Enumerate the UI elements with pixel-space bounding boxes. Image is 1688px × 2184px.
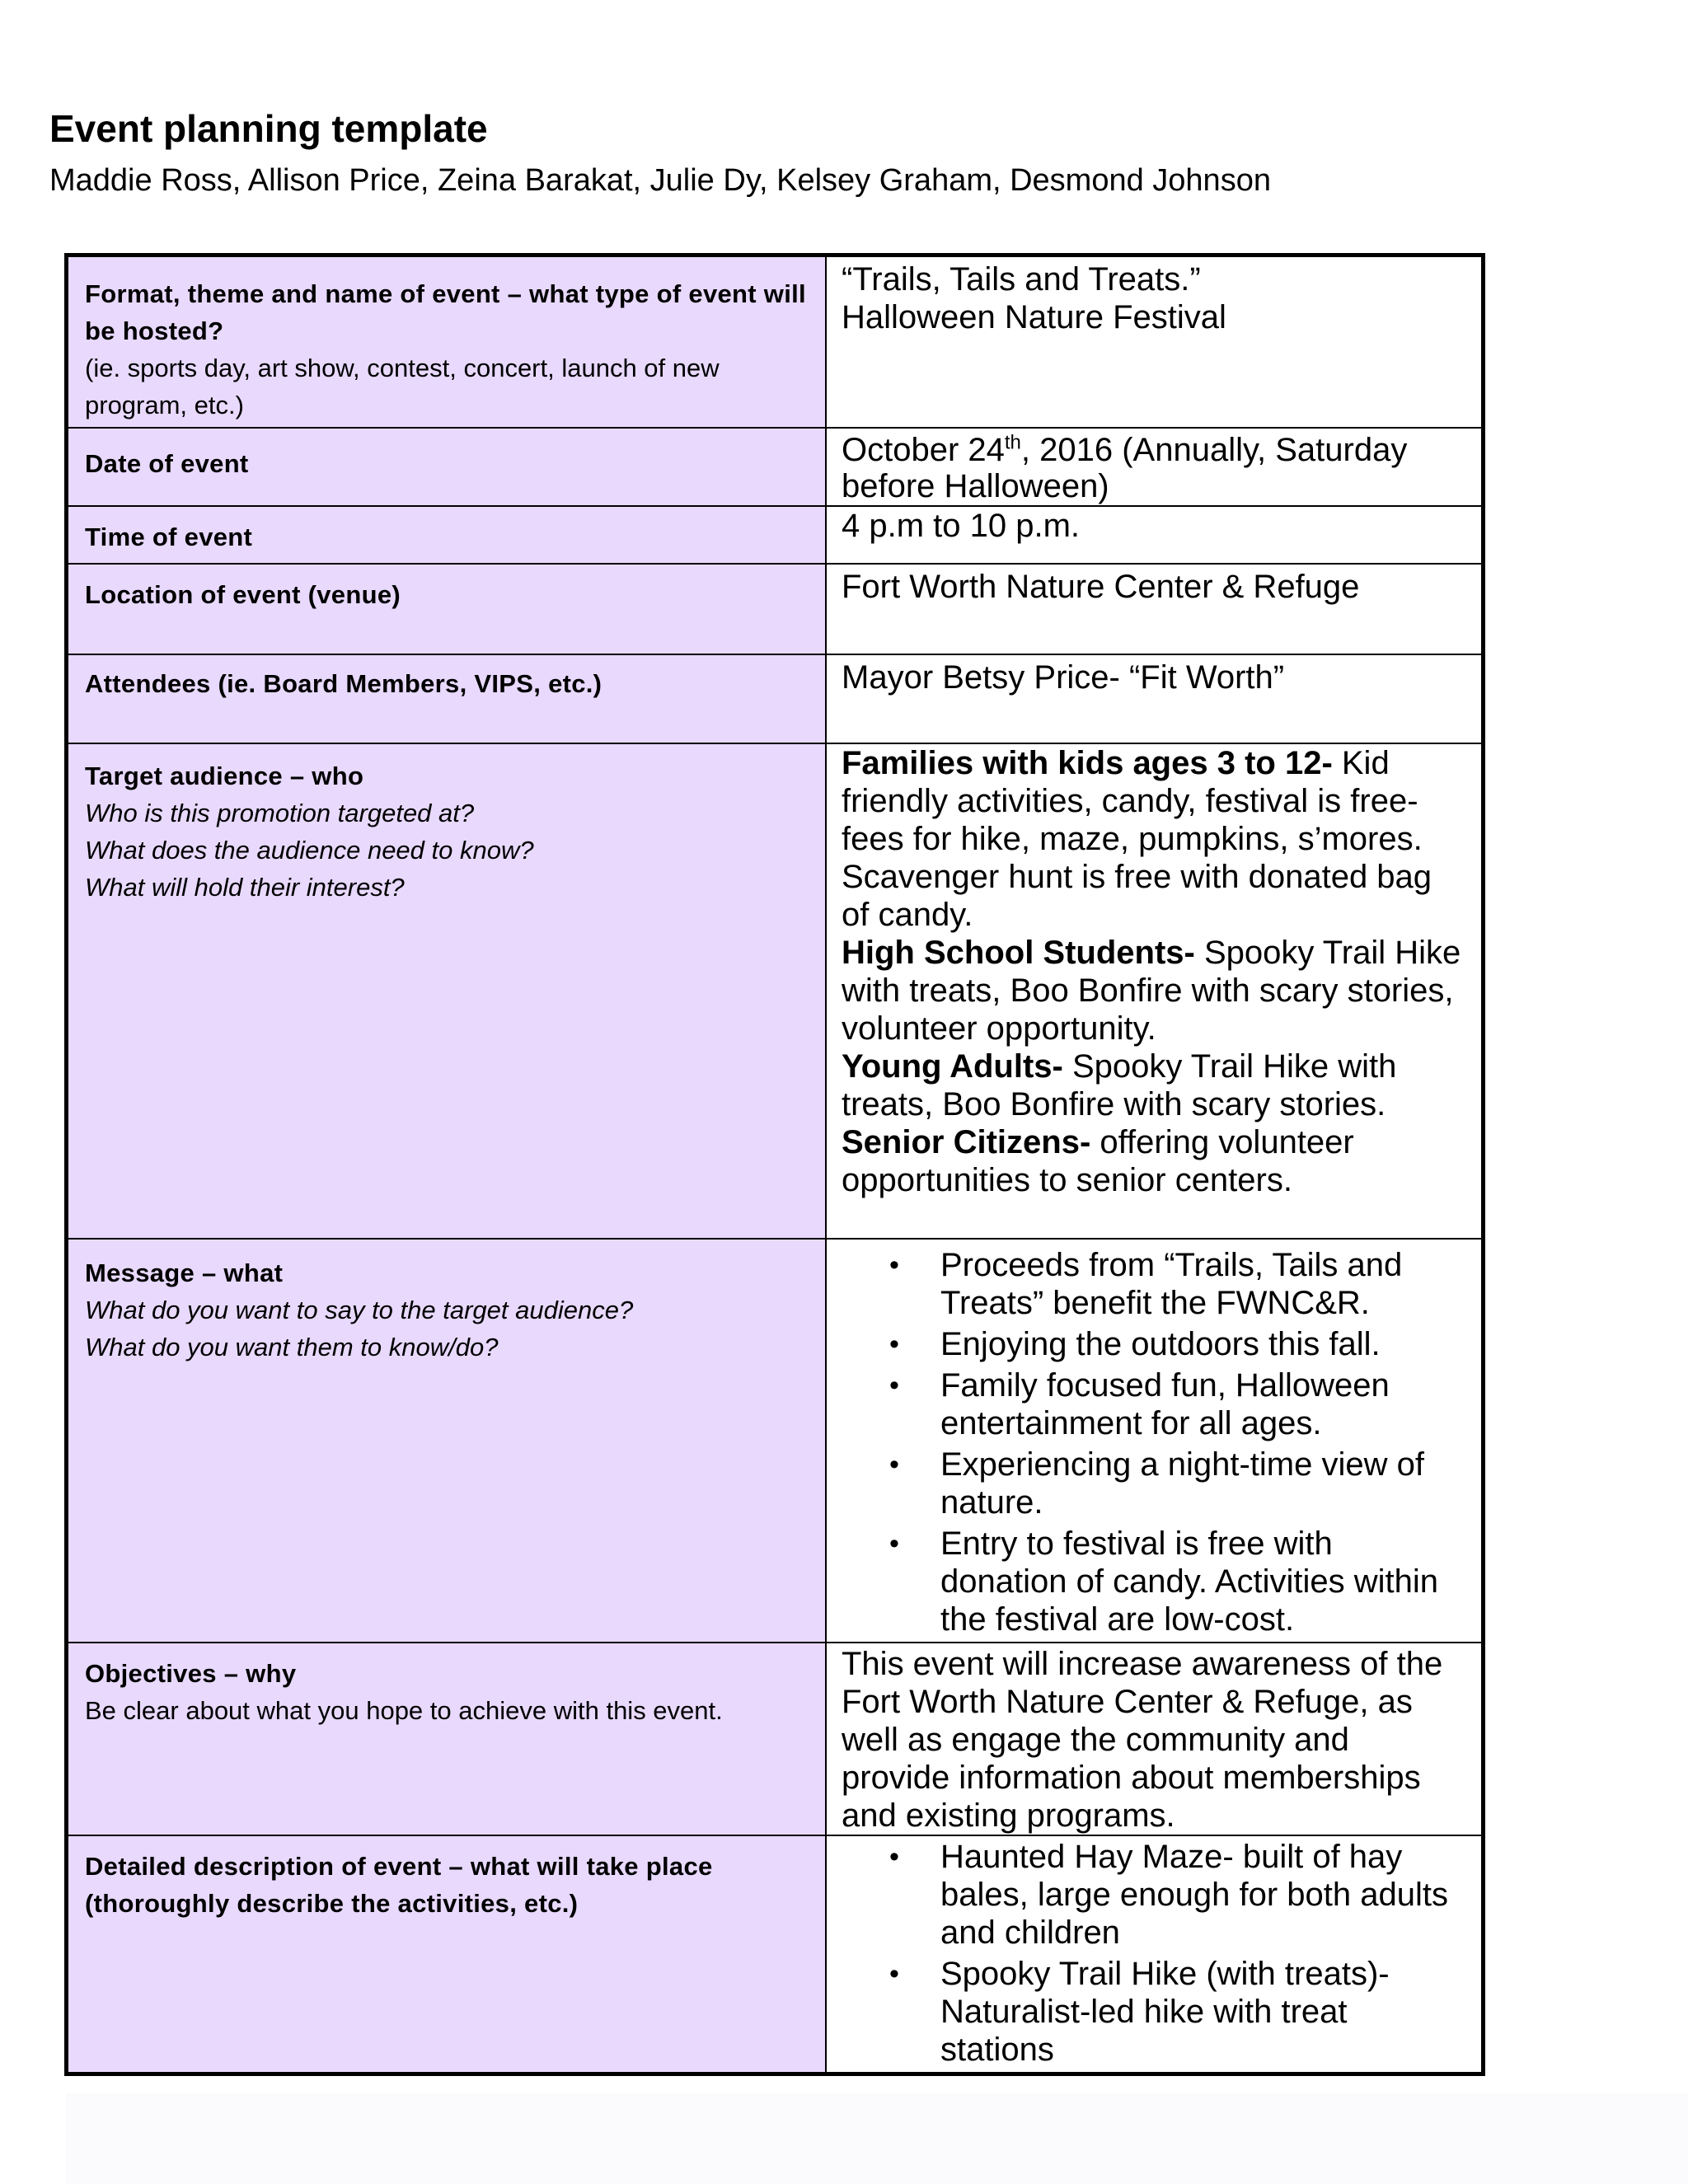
label-date: Date of event xyxy=(85,448,249,478)
value-cell-format xyxy=(826,255,1484,428)
message-bullet-text: Enjoying the outdoors this fall. xyxy=(940,1325,1381,1362)
bullet-icon: • xyxy=(889,1840,899,1872)
message-bullet-list xyxy=(842,1246,1465,1638)
bullet-icon: • xyxy=(889,1369,899,1401)
label-cell-objectives xyxy=(67,1643,827,1835)
description-bullet xyxy=(889,1955,1465,2069)
row-objectives xyxy=(67,1643,1484,1835)
audience-group-name: High School Students- xyxy=(842,934,1195,971)
value-attendees: Mayor Betsy Price- “Fit Worth” xyxy=(842,658,1285,696)
message-bullet xyxy=(889,1446,1465,1521)
value-format-type: Halloween Nature Festival xyxy=(842,299,1226,335)
label-description: Detailed description of event – what will take place (thoroughly describe the activities, etc.) xyxy=(85,1851,713,1918)
audience-group-name: Families with kids ages 3 to 12- xyxy=(842,744,1333,781)
row-description xyxy=(67,1835,1484,2074)
value-date-rest: , 2016 (Annually, Saturday before Halloween) xyxy=(842,431,1408,504)
row-format xyxy=(67,255,1484,428)
audience-group xyxy=(842,1047,1465,1123)
audience-group-text: Spooky Trail Hike with treats, Boo Bonfire with scary stories, volunteer opportunity. xyxy=(842,934,1461,1047)
label-audience-q1: Who is this promotion targeted at? xyxy=(85,798,475,827)
label-cell-location xyxy=(67,564,827,654)
value-cell-time xyxy=(826,506,1484,564)
description-bullet-text: Spooky Trail Hike (with treats)- Naturalist-led hike with treat stations xyxy=(940,1955,1390,2068)
value-cell-location xyxy=(826,564,1484,654)
value-format-name: “Trails, Tails and Treats.” xyxy=(842,261,1201,298)
value-cell-audience xyxy=(826,743,1484,1239)
audience-group xyxy=(842,744,1465,934)
audience-group-name: Young Adults- xyxy=(842,1047,1063,1085)
label-objectives: Objectives – why xyxy=(85,1658,297,1688)
label-location: Location of event (venue) xyxy=(85,579,401,609)
description-bullet-text: Haunted Hay Maze- built of hay bales, large enough for both adults and children xyxy=(940,1838,1448,1951)
row-message xyxy=(67,1239,1484,1643)
message-bullet-text: Proceeds from “Trails, Tails and Treats” benefit the FWNC&R. xyxy=(940,1246,1403,1321)
page-bottom-shade xyxy=(66,2093,1688,2184)
label-audience-q3: What will hold their interest? xyxy=(85,872,405,902)
audience-group-text: Spooky Trail Hike with treats, Boo Bonfire with scary stories. xyxy=(842,1047,1397,1122)
row-date xyxy=(67,428,1484,506)
row-location xyxy=(67,564,1484,654)
message-bullet-text: Experiencing a night-time view of nature. xyxy=(940,1446,1424,1521)
value-location: Fort Worth Nature Center & Refuge xyxy=(842,568,1360,605)
label-cell-description xyxy=(67,1835,827,2074)
label-format-sub: (ie. sports day, art show, contest, concert, launch of new program, etc.) xyxy=(85,354,720,419)
value-cell-description xyxy=(826,1835,1484,2074)
value-time: 4 p.m to 10 p.m. xyxy=(842,507,1081,544)
bullet-icon: • xyxy=(889,1249,899,1281)
description-bullet-list xyxy=(842,1838,1465,2069)
row-audience xyxy=(67,743,1484,1239)
message-bullet xyxy=(889,1366,1465,1442)
label-cell-format xyxy=(67,255,827,428)
value-cell-date xyxy=(826,428,1484,506)
label-format: Format, theme and name of event – what type of event will be hosted? xyxy=(85,279,806,345)
audience-group xyxy=(842,934,1465,1047)
label-audience-q2: What does the audience need to know? xyxy=(85,835,534,865)
bullet-icon: • xyxy=(889,1448,899,1480)
value-cell-attendees xyxy=(826,654,1484,743)
message-bullet xyxy=(889,1325,1465,1363)
document-authors: Maddie Ross, Allison Price, Zeina Barakat, Julie Dy, Kelsey Graham, Desmond Johnson xyxy=(49,163,1271,198)
value-cell-message xyxy=(826,1239,1484,1643)
bullet-icon: • xyxy=(889,1527,899,1559)
document-title: Event planning template xyxy=(49,107,488,150)
audience-group xyxy=(842,1123,1465,1199)
message-bullet xyxy=(889,1246,1465,1322)
message-bullet xyxy=(889,1525,1465,1638)
label-audience: Target audience – who xyxy=(85,761,364,790)
description-bullet xyxy=(889,1838,1465,1952)
label-cell-attendees xyxy=(67,654,827,743)
row-time xyxy=(67,506,1484,564)
value-date-month: October 24 xyxy=(842,431,1005,468)
audience-group-text: Kid friendly activities, candy, festival is free- fees for hike, maze, pumpkins, s’mores. Scavenger hunt is free with donated bag of candy. xyxy=(842,744,1432,933)
label-message: Message – what xyxy=(85,1258,284,1287)
label-objectives-sub: Be clear about what you hope to achieve with this event. xyxy=(85,1695,723,1725)
label-message-q2: What do you want them to know/do? xyxy=(85,1332,499,1361)
label-message-q1: What do you want to say to the target audience? xyxy=(85,1295,634,1324)
label-time: Time of event xyxy=(85,522,253,551)
audience-group-text: offering volunteer opportunities to senior centers. xyxy=(842,1123,1354,1198)
message-bullet-text: Entry to festival is free with donation of candy. Activities within the festival are low-cost. xyxy=(940,1525,1439,1638)
row-attendees xyxy=(67,654,1484,743)
label-attendees: Attendees (ie. Board Members, VIPS, etc.) xyxy=(85,668,603,698)
label-cell-message xyxy=(67,1239,827,1643)
audience-group-name: Senior Citizens- xyxy=(842,1123,1091,1160)
value-cell-objectives xyxy=(826,1643,1484,1835)
label-cell-date xyxy=(67,428,827,506)
value-objectives: This event will increase awareness of the Fort Worth Nature Center & Refuge, as well as engage the community and provide information about memberships and existing programs. xyxy=(842,1645,1443,1834)
label-cell-time xyxy=(67,506,827,564)
value-date-suffix: th xyxy=(1004,431,1021,454)
bullet-icon: • xyxy=(889,1328,899,1360)
label-cell-audience xyxy=(67,743,827,1239)
message-bullet-text: Family focused fun, Halloween entertainment for all ages. xyxy=(940,1366,1390,1441)
event-planning-table xyxy=(64,253,1485,2076)
bullet-icon: • xyxy=(889,1957,899,1990)
